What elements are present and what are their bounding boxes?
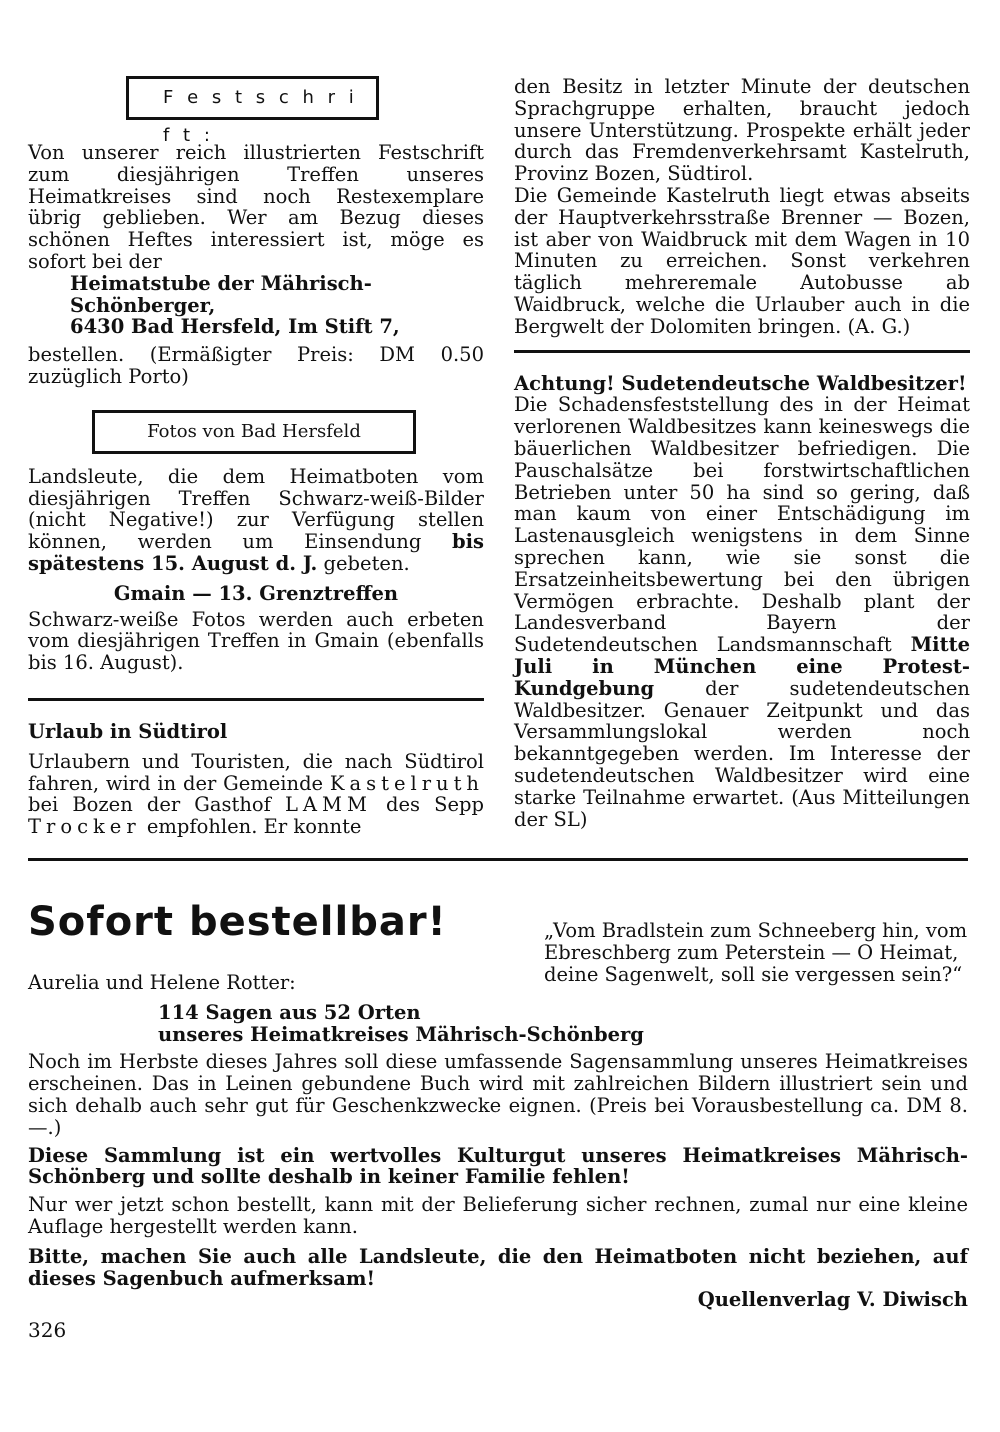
left-column bbox=[28, 76, 484, 838]
ad-emphasis: Diese Sammlung ist ein wertvolles Kulturgut unseres Heimatkreises Mährisch-Schönberg und sollte deshalb in keiner Familie fehlen! bbox=[28, 1143, 968, 1189]
urlaub-heading: Urlaub in Südtirol bbox=[28, 719, 228, 743]
bottom-divider bbox=[28, 858, 968, 861]
urlaub-text-c: des Sepp bbox=[386, 793, 485, 817]
fotos-text-b: gebeten. bbox=[323, 551, 410, 575]
address-line-1: Heimatstube der Mährisch-Schönberger, bbox=[70, 271, 372, 317]
address-line-2: 6430 Bad Hersfeld, Im Stift 7, bbox=[70, 315, 400, 339]
festschrift-text: Von unserer reich illustrierten Festschrift zum diesjährigen Treffen unseres Heimatkreises sind noch Restexemplare übrig geblieben. Wer am Bezug dieses schönen Heftes interessiert ist, möge es sofort bei der bbox=[28, 141, 484, 273]
ad-publisher: Quellenverlag V. Diwisch bbox=[697, 1288, 968, 1312]
ad-quote: „Vom Bradlstein zum Schneeberg hin, vom Ebreschberg zum Peterstein — O Heimat, deine Sagenwelt, soll sie vergessen sein?“ bbox=[544, 919, 968, 986]
left-divider bbox=[28, 698, 484, 701]
book-title-line-2: unseres Heimatkreises Mährisch-Schönberg bbox=[158, 1022, 644, 1046]
urlaub-continuation: den Besitz in letzter Minute der deutschen Sprachgruppe erhalten, braucht jedoch unsere Unterstützung. Prospekte erhält jeder durch das Fremdenverkehrsamt Kastelruth, Provinz Bozen, Südtirol. bbox=[514, 75, 970, 186]
festschrift-end: bestellen. (Ermäßigter Preis: DM 0.50 zuzüglich Porto) bbox=[28, 343, 484, 388]
urlaub-text bbox=[28, 751, 484, 838]
achtung-heading: Achtung! Sudetendeutsche Waldbesitzer! bbox=[514, 371, 967, 395]
urlaub-inn: LAMM bbox=[284, 793, 372, 817]
address-block bbox=[28, 273, 484, 338]
fotos-text-a: Landsleute, die dem Heimatboten vom diesjährigen Treffen Schwarz-weiß-Bilder (nicht Negative!) zur Verfügung stellen können, werden um Einsendung bbox=[28, 464, 484, 554]
achtung-text bbox=[514, 394, 970, 830]
fotos-box: Fotos von Bad Hersfeld bbox=[92, 410, 416, 454]
ad-order-note: Nur wer jetzt schon bestellt, kann mit der Belieferung sicher rechnen, zumal nur eine kleine Auflage hergestellt werden kann. bbox=[28, 1193, 968, 1238]
right-column bbox=[514, 76, 970, 830]
urlaub-place: Kastelruth bbox=[329, 771, 484, 795]
festschrift-box: F e s t s c h r i f t : bbox=[126, 76, 379, 120]
ad-request: Bitte, machen Sie auch alle Landsleute, die den Heimatboten nicht beziehen, auf dieses Sagenbuch aufmerksam! bbox=[28, 1244, 968, 1290]
book-title-line-1: 114 Sagen aus 52 Orten bbox=[158, 1000, 421, 1024]
ad-description: Noch im Herbste dieses Jahres soll diese umfassende Sagensammlung unseres Heimatkreises erscheinen. Das in Leinen gebundene Buch wird mit zahlreichen Bildern illustriert sein und sich dehalb auch sehr gut für Geschenkzwecke eignen. (Preis bei Vorausbestellung ca. DM 8.—.) bbox=[28, 1050, 968, 1139]
urlaub-text-a: Urlaubern und Touristen, die nach Südtirol fahren, wird in der Gemeinde bbox=[28, 749, 484, 795]
fotos-text bbox=[28, 466, 484, 575]
achtung-bold: Mitte Juli in München eine Protest-Kundgebung bbox=[514, 633, 970, 700]
achtung-text-a: Die Schadensfeststellung des in der Heimat verlorenen Waldbesitzes kann keineswegs die bäuerlichen Waldbesitzer befriedigen. Die Pauschalsätze bei forstwirtschaftlichen Betrieben unter 50 ha sind so gering, daß man kaum von einer Entschädigung im Lastenausgleich wenigstens in dem Sinne sprechen kann, wie sie sonst die Ersatzeinheitsbewertung bei den übrigen Vermögen erbrachte. Deshalb plant der Landesverband Bayern der Sudetendeutschen Landsmannschaft bbox=[514, 393, 970, 657]
ad-authors: Aurelia und Helene Rotter: bbox=[28, 971, 296, 994]
fotos-deadline: bis spätestens 15. August d. J. bbox=[28, 530, 484, 575]
advertisement-section bbox=[28, 866, 968, 1311]
ad-title: Sofort bestellbar! bbox=[28, 899, 447, 945]
urlaub-text-d: empfohlen. Er konnte bbox=[146, 815, 362, 839]
gmain-heading: Gmain — 13. Grenztreffen bbox=[113, 581, 399, 605]
achtung-text-b: der sudetendeutschen Waldbesitzer. Genauer Zeitpunkt und das Versammlungslokal werden noch bekanntgegeben werden. Im Interesse der sudetendeutschen Waldbesitzer wird eine starke Teilnahme erwartet. (Aus Mitteilungen der SL) bbox=[514, 676, 970, 831]
gmain-text: Schwarz-weiße Fotos werden auch erbeten vom diesjährigen Treffen in Gmain (ebenfalls bis 16. August). bbox=[28, 607, 484, 675]
right-divider bbox=[514, 350, 970, 353]
ad-book-title bbox=[28, 1002, 968, 1046]
urlaub-owner: Trocker bbox=[28, 815, 141, 839]
urlaub-text-b: bei Bozen der Gasthof bbox=[28, 793, 271, 817]
kastelruth-text: Die Gemeinde Kastelruth liegt etwas abseits der Hauptverkehrsstraße Brenner — Bozen, ist aber von Waidbruck mit dem Wagen in 10 Minuten zu erreichen. Sonst verkehren täglich mehreremale Autobusse ab Waidbruck, welche die Urlauber auch in die Bergwelt der Dolomiten bringen. (A. G.) bbox=[514, 183, 970, 338]
page-number: 326 bbox=[28, 1318, 67, 1342]
